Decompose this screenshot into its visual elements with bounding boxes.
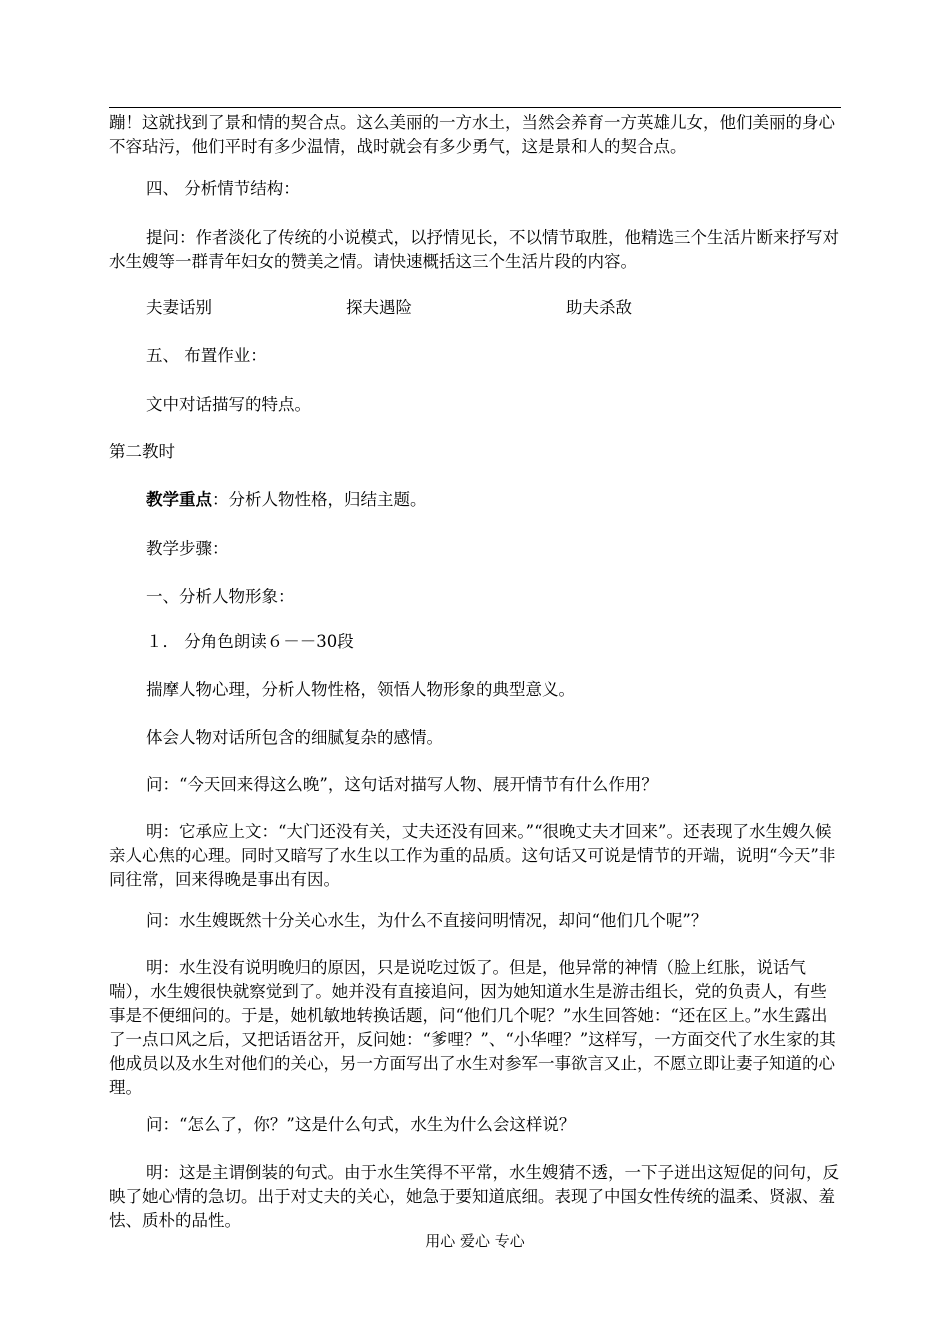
section-heading-homework: 五、 布置作业： [146, 346, 267, 365]
paragraph-question-plot: 提问：作者淡化了传统的小说模式，以抒情见长，不以情节取胜，他精选三个生活片断来抒写对水生嫂等一群青年妇女的赞美之情。请快速概括这三个生活片段的内容。 [109, 228, 839, 271]
lesson-heading: 第二教时 [109, 442, 175, 461]
paragraph-scene-person: 蹦！这就找到了景和情的契合点。这么美丽的一方水土，当然会养育一方英雄儿女，他们美丽的身心不容玷污，他们平时有多少温情，战时就会有多少勇气，这是景和人的契合点。 [109, 113, 835, 156]
section-heading-plot: 四、 分析情节结构： [146, 179, 300, 198]
teaching-steps-heading: 教学步骤： [146, 539, 229, 558]
paragraph-homework: 文中对话描写的特点。 [146, 395, 311, 414]
paragraph-feel: 体会人物对话所包含的细腻复杂的感情。 [146, 728, 443, 747]
question-3: 问：“怎么了，你？”这是什么句式，水生为什么会这样说？ [146, 1115, 576, 1134]
step-one-heading: 一、分析人物形象： [146, 587, 295, 606]
plot-part-1: 夫妻话别 [146, 298, 212, 317]
question-1: 问：“今天回来得这么晚”，这句话对描写人物、展开情节有什么作用？ [146, 775, 658, 794]
teaching-focus-label: 教学重点 [146, 490, 212, 509]
plot-part-2: 探夫遇险 [346, 298, 412, 317]
page-footer: 用心 爱心 专心 [425, 1232, 525, 1250]
header-rule [109, 107, 841, 108]
teaching-focus-text: ：分析人物性格，归结主题。 [212, 490, 427, 509]
step-one-item: １． 分角色朗读６－－30段 [146, 632, 354, 651]
paragraph-analyze: 揣摩人物心理，分析人物性格，领悟人物形象的典型意义。 [146, 680, 575, 699]
teaching-focus [109, 488, 841, 512]
answer-2: 明：水生没有说明晚归的原因，只是说吃过饭了。但是，他异常的神情（脸上红胀，说话气喘），水生嫂很快就察觉到了。她并没有直接追问，因为她知道水生是游击组长，党的负责人，有些事是不便细问的。于是，她机敏地转换话题，问“他们几个呢？”水生回答她：“还在区上。”水生露出了一点口风之后，又把话语岔开，反问她：“爹哩？”、“小华哩？”这样写，一方面交代了水生家的其他成员以及水生对他们的关心，另一方面写出了水生对参军一事欲言又止，不愿立即让妻子知道的心理。 [109, 958, 836, 1097]
plot-part-3: 助夫杀敌 [566, 298, 632, 317]
question-2: 问：水生嫂既然十分关心水生，为什么不直接问明情况，却问“他们几个呢”？ [146, 911, 708, 930]
answer-3: 明：这是主谓倒装的句式。由于水生笑得不平常，水生嫂猜不透，一下子迸出这短促的问句，反映了她心情的急切。出于对丈夫的关心，她急于要知道底细。表现了中国女性传统的温柔、贤淑、羞怯、质朴的品性。 [109, 1163, 839, 1230]
plot-parts-row [146, 296, 746, 320]
answer-1: 明：它承应上文：“大门还没有关，丈夫还没有回来。”“很晚丈夫才回来”。还表现了水生嫂久候亲人心焦的心理。同时又暗写了水生以工作为重的品质。这句话又可说是情节的开端，说明“今天”非同往常，回来得晚是事出有因。 [109, 822, 836, 889]
